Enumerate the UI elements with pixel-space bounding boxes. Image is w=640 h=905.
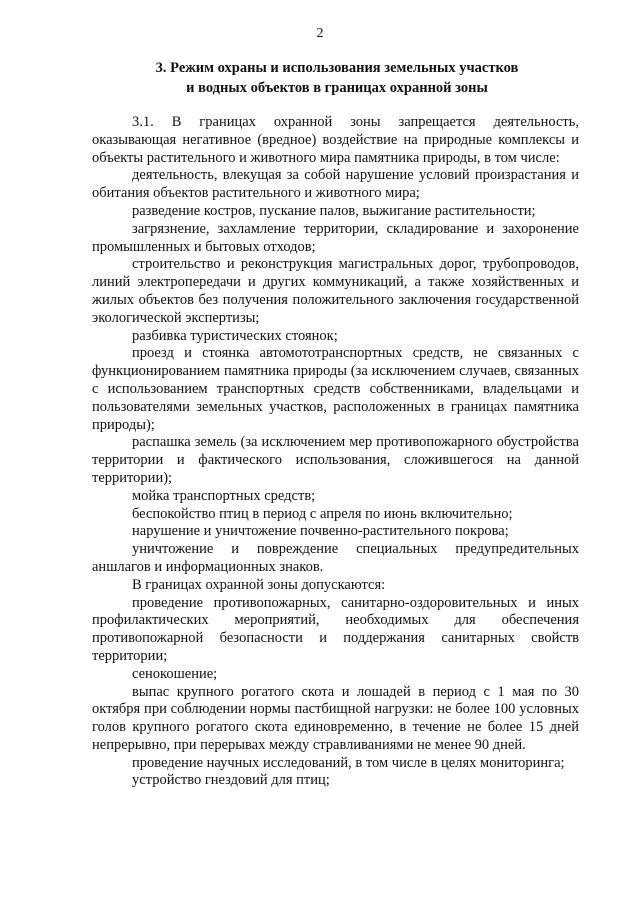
paragraph-item: деятельность, влекущая за собой нарушение условий произрастания и обитания объектов растительного и животного мира; xyxy=(92,167,579,202)
paragraph-item: уничтожение и повреждение специальных предупредительных аншлагов и информационных знаков. xyxy=(92,541,579,575)
paragraph-item: беспокойство птиц в период с апреля по июнь включительно; xyxy=(132,505,513,522)
paragraph-item: проведение научных исследований, в том числе в целях мониторинга; xyxy=(132,754,565,771)
paragraph-item: разведение костров, пускание палов, выжигание растительности; xyxy=(132,202,536,219)
paragraph-item: выпас крупного рогатого скота и лошадей в период с 1 мая по 30 октября при соблюдении нормы пастбищной нагрузки: не более 100 условных голов крупного рогатого скота единовременно, в течение не более 15 дней непрерывно, при перерывах между стравливаниями не менее 90 дней. xyxy=(92,683,579,753)
paragraph-prohibited-intro: 3.1. В границах охранной зоны запрещается деятельность, оказывающая негативное (вредное) воздействие на природные комплексы и объекты растительного и животного мира памятника природы, в том числе: xyxy=(92,114,579,166)
paragraph-item: нарушение и уничтожение почвенно-растительного покрова; xyxy=(132,523,509,540)
paragraph-item: строительство и реконструкция магистральных дорог, трубопроводов, линий электропередачи и других коммуникаций, а также хозяйственных и жилых объектов без получения положительного заключения государственной экологической экспертизы; xyxy=(92,256,579,326)
document-body xyxy=(92,114,579,790)
paragraph-item: проведение противопожарных, санитарно-оздоровительных и иных профилактических мероприятий, необходимых для обеспечения противопожарной безопасности и поддержания санитарных свойств территории; xyxy=(92,594,579,664)
paragraph-item: устройство гнездовий для птиц; xyxy=(132,772,330,789)
page-number: 2 xyxy=(316,26,324,41)
section-title-line-1: 3. Режим охраны и использования земельных участков xyxy=(155,60,519,76)
paragraph-item: разбивка туристических стоянок; xyxy=(132,327,338,344)
section-title xyxy=(92,58,582,98)
paragraph-item: проезд и стоянка автомототранспортных средств, не связанных с функционированием памятника природы (за исключением случаев, связанных с использованием транспортных средств собственниками, владельцами и пользователями земельных участков, расположенных в границах памятника природы); xyxy=(92,345,579,433)
paragraph-item: распашка земель (за исключением мер противопожарного обустройства территории и фактического использования, сложившегося на данной территории); xyxy=(92,434,579,486)
paragraph-item: мойка транспортных средств; xyxy=(132,487,316,504)
paragraph-allowed-intro: В границах охранной зоны допускаются: xyxy=(132,576,386,593)
section-title-line-2: и водных объектов в границах охранной зоны xyxy=(186,80,488,96)
paragraph-item: загрязнение, захламление территории, складирование и захоронение промышленных и бытовых отходов; xyxy=(92,220,579,255)
paragraph-item: сенокошение; xyxy=(132,665,218,682)
